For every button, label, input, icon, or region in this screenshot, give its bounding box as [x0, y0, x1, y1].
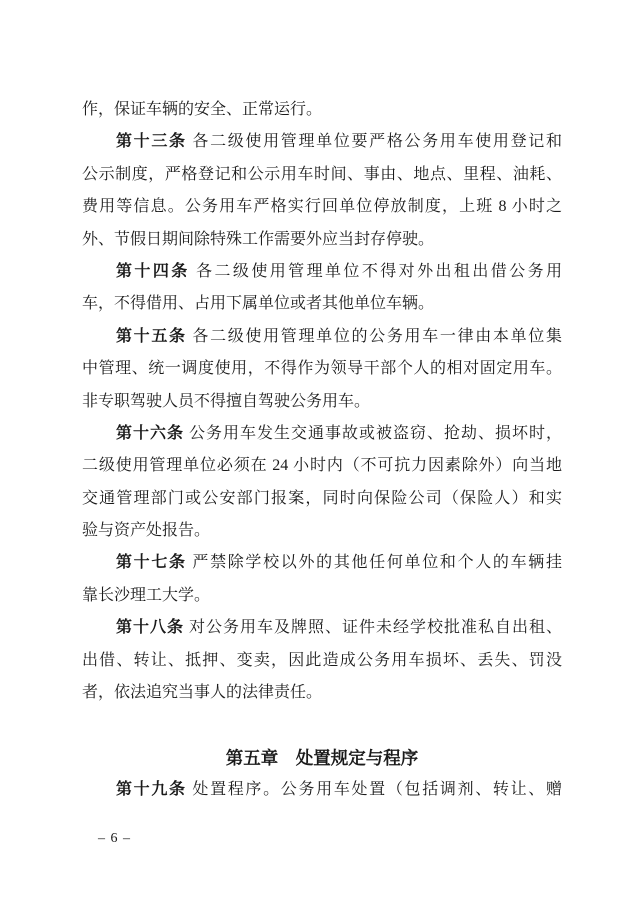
paragraph-line	[82, 677, 562, 709]
paragraph-line	[82, 94, 562, 126]
paragraph-line	[82, 645, 562, 677]
line-text: 处置程序。公务用车处置（包括调剂、转让、赠	[186, 781, 562, 799]
article-number: 第十三条	[116, 133, 187, 151]
paragraph-line	[82, 353, 562, 385]
line-text: 对公务用车及牌照、证件未经学校批准私自出租、	[184, 619, 562, 637]
line-text: 二级使用管理单位必须在 24 小时内（不可抗力因素除外）向当地	[82, 457, 562, 475]
line-text: 出借、转让、抵押、变卖，因此造成公务用车损坏、丢失、罚没	[82, 651, 562, 669]
paragraph-line	[82, 774, 562, 806]
paragraph-line	[82, 386, 562, 418]
paragraph-line	[82, 418, 562, 450]
paragraph-line	[82, 612, 562, 644]
paragraph-line	[82, 224, 562, 256]
article-number: 第十六条	[116, 424, 184, 442]
paragraph-line	[82, 483, 562, 515]
line-text: 公务用车发生交通事故或被盗窃、抢劫、损坏时，	[184, 424, 562, 442]
paragraph-line	[82, 580, 562, 612]
line-text: 车，不得借用、占用下属单位或者其他单位车辆。	[82, 295, 435, 313]
article-number: 第十四条	[116, 262, 190, 280]
article-number: 第十七条	[116, 554, 187, 572]
paragraph-line	[82, 126, 562, 158]
paragraph-line	[82, 191, 562, 223]
line-text: 各二级使用管理单位要严格公务用车使用登记和	[186, 133, 562, 151]
line-text: 非专职驾驶人员不得擅自驾驶公务用车。	[82, 392, 371, 410]
article-number: 第十八条	[116, 619, 184, 637]
article-number: 第十五条	[116, 327, 187, 345]
page-number: – 6 –	[98, 831, 131, 846]
paragraph-line	[82, 321, 562, 353]
chapter-heading-text: 第五章 处置规定与程序	[225, 747, 419, 768]
paragraph-line	[82, 450, 562, 482]
chapter-heading	[82, 742, 562, 774]
article-number: 第十九条	[116, 781, 187, 799]
paragraph-line	[82, 256, 562, 288]
paragraph-line	[82, 288, 562, 320]
line-text: 中管理、统一调度使用，不得作为领导干部个人的相对固定用车。	[82, 360, 562, 378]
line-text: 外、节假日期间除特殊工作需要外应当封存停驶。	[82, 230, 435, 248]
line-text: 验与资产处报告。	[82, 522, 211, 540]
line-text: 公示制度，严格登记和公示用车时间、事由、地点、里程、油耗、	[82, 165, 562, 183]
line-text: 交通管理部门或公安部门报案，同时向保险公司（保险人）和实	[82, 489, 562, 507]
paragraph-line	[82, 159, 562, 191]
document-body	[82, 94, 562, 807]
paragraph-line	[82, 547, 562, 579]
blank-line	[82, 709, 562, 741]
line-text: 作，保证车辆的安全、正常运行。	[82, 101, 323, 118]
line-text: 各二级使用管理单位的公务用车一律由本单位集	[186, 327, 562, 345]
line-text: 严禁除学校以外的其他任何单位和个人的车辆挂	[186, 554, 562, 572]
line-text: 各二级使用管理单位不得对外出租出借公务用	[189, 262, 562, 280]
line-text: 者，依法追究当事人的法律责任。	[82, 684, 323, 702]
paragraph-line	[82, 515, 562, 547]
line-text: 费用等信息。公务用车严格实行回单位停放制度，上班 8 小时之	[82, 198, 562, 216]
line-text: 靠长沙理工大学。	[82, 586, 211, 604]
